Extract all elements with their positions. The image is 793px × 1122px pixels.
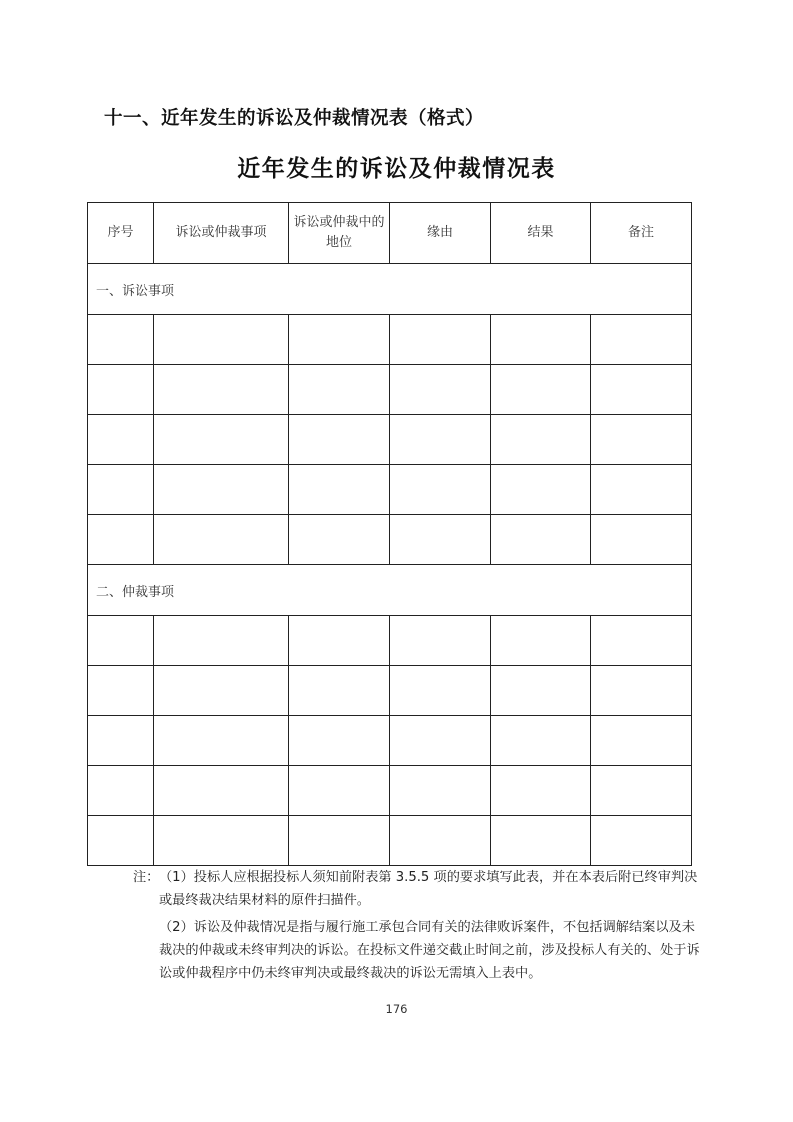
table-cell [491, 315, 591, 365]
table-cell [491, 616, 591, 666]
table-cell [591, 816, 692, 866]
table-row [88, 766, 692, 816]
table-cell [289, 616, 390, 666]
table-cell [154, 465, 289, 515]
header-remarks: 备注 [591, 203, 692, 264]
table-cell [289, 766, 390, 816]
table-cell [289, 666, 390, 716]
page-number: 176 [385, 1002, 408, 1016]
notes [133, 866, 703, 985]
table-cell [88, 666, 154, 716]
table-cell [491, 415, 591, 465]
table-title: 近年发生的诉讼及仲裁情况表 [237, 156, 556, 182]
table-cell [289, 716, 390, 766]
header-cause: 缘由 [390, 203, 491, 264]
table-cell [154, 816, 289, 866]
table-cell [289, 315, 390, 365]
table-header-row [88, 203, 692, 264]
notes-prefix: 注： [133, 870, 160, 885]
table-cell [491, 666, 591, 716]
section-heading: 十一、近年发生的诉讼及仲裁情况表（格式） [104, 108, 485, 129]
table-cell [88, 616, 154, 666]
table-cell [154, 365, 289, 415]
section-label: 二、仲裁事项 [88, 565, 692, 616]
note-1-text: （1）投标人应根据投标人须知前附表第 3.5.5 项的要求填写此表，并在本表后附已终审判决或最终裁决结果材料的原件扫描件。 [159, 870, 698, 908]
table-cell [289, 465, 390, 515]
table-cell [88, 716, 154, 766]
table-cell [390, 315, 491, 365]
table-cell [491, 515, 591, 565]
table-cell [591, 766, 692, 816]
table-cell [591, 716, 692, 766]
table-cell [390, 515, 491, 565]
table-cell [88, 415, 154, 465]
table-cell [491, 816, 591, 866]
table-row [88, 616, 692, 666]
table-cell [591, 315, 692, 365]
table-cell [591, 465, 692, 515]
table-cell [88, 515, 154, 565]
table-cell [591, 666, 692, 716]
table-cell [591, 415, 692, 465]
table-cell [88, 465, 154, 515]
table-cell [289, 515, 390, 565]
table-row [88, 666, 692, 716]
table-cell [390, 666, 491, 716]
table-cell [154, 616, 289, 666]
table-cell [154, 666, 289, 716]
table-cell [591, 616, 692, 666]
table-cell [591, 515, 692, 565]
table-row [88, 465, 692, 515]
table-row [88, 365, 692, 415]
table-cell [289, 816, 390, 866]
table-cell [491, 365, 591, 415]
table-cell [390, 465, 491, 515]
table-cell [390, 716, 491, 766]
header-serial-number: 序号 [88, 203, 154, 264]
header-position: 诉讼或仲裁中的地位 [289, 203, 390, 264]
table-cell [88, 766, 154, 816]
table-cell [390, 616, 491, 666]
table-cell [289, 365, 390, 415]
note-2 [133, 916, 703, 985]
table-cell [154, 766, 289, 816]
table-cell [390, 766, 491, 816]
table-cell [390, 415, 491, 465]
table-row [88, 816, 692, 866]
table-row [88, 315, 692, 365]
section-row [88, 565, 692, 616]
table-cell [88, 816, 154, 866]
table-row [88, 515, 692, 565]
table-cell [390, 365, 491, 415]
table-cell [154, 515, 289, 565]
table-cell [154, 415, 289, 465]
table-cell [491, 766, 591, 816]
litigation-arbitration-table [87, 202, 692, 866]
table-row [88, 716, 692, 766]
table-cell [491, 465, 591, 515]
table-cell [154, 315, 289, 365]
table-cell [491, 716, 591, 766]
table-cell [154, 716, 289, 766]
section-row [88, 264, 692, 315]
table-cell [390, 816, 491, 866]
table-cell [88, 365, 154, 415]
header-result: 结果 [491, 203, 591, 264]
header-matter: 诉讼或仲裁事项 [154, 203, 289, 264]
table-cell [591, 365, 692, 415]
note-1 [133, 866, 703, 912]
table-cell [88, 315, 154, 365]
table-row [88, 415, 692, 465]
table-cell [289, 415, 390, 465]
section-label: 一、诉讼事项 [88, 264, 692, 315]
note-2-text: （2）诉讼及仲裁情况是指与履行施工承包合同有关的法律败诉案件，不包括调解结案以及未裁决的仲裁或未终审判决的诉讼。在投标文件递交截止时间之前，涉及投标人有关的、处于诉讼或仲裁程序中仍未终审判决或最终裁决的诉讼无需填入上表中。 [159, 920, 700, 981]
